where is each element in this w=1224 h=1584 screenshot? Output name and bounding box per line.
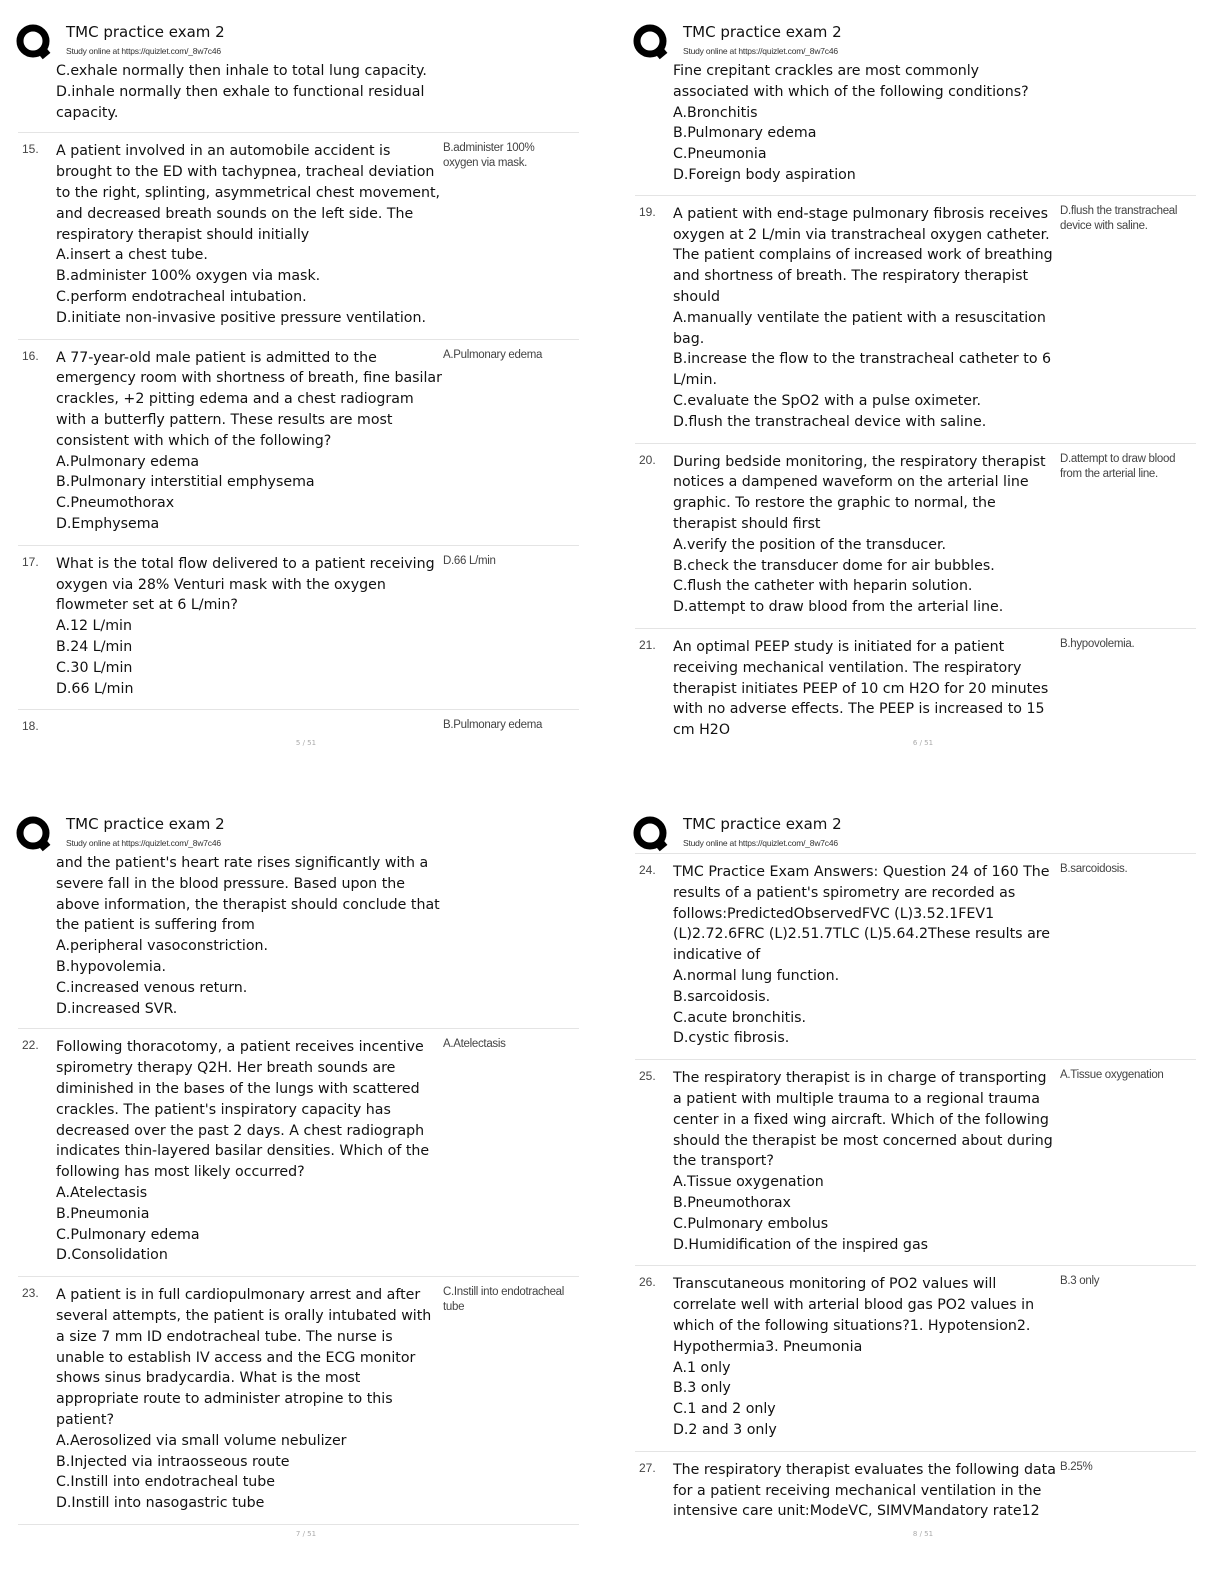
answer-text: B.3 only bbox=[1060, 1275, 1100, 1288]
option-c: C.acute bronchitis. bbox=[673, 1009, 807, 1026]
question-number: 22. bbox=[22, 1038, 39, 1053]
page-header bbox=[633, 20, 1193, 60]
option-d: D.Consolidation bbox=[56, 1247, 168, 1264]
question-block bbox=[18, 133, 579, 339]
continuation-text: C.exhale normally then inhale to total lung capacity. bbox=[56, 63, 427, 79]
page-3 bbox=[0, 792, 612, 1584]
page-content bbox=[617, 61, 1224, 751]
doc-title: TMC practice exam 2 bbox=[683, 815, 842, 833]
option-c: C.Pneumothorax bbox=[56, 495, 175, 512]
continuation-text: and the patient's heart rate rises significantly with a severe fall in the blood pressure. Based upon the above information, the therapist should conclude that the patient is suffering from bbox=[56, 855, 440, 934]
question-number: 20. bbox=[639, 452, 656, 467]
answer-text: B.sarcoidosis. bbox=[1060, 863, 1128, 875]
question-text: A patient is in full cardiopulmonary arrest and after several attempts, the patient is orally intubated with a size 7 mm ID endotracheal tube. The nurse is unable to establish IV access and the ECG monitor shows sinus bradycardia. What is the most appropriate route to administer atropine to this patient? bbox=[56, 1287, 432, 1428]
question-text: TMC Practice Exam Answers: Question 24 of 160 The results of a patient's spirometry are recorded as follows:PredictedObservedFVC (L)3.52.1FEV1 (L)2.72.6FRC (L)2.51.7TLC (L)5.64.2These results are indicative of bbox=[673, 864, 1051, 964]
question-number: 24. bbox=[639, 863, 656, 877]
option-a: A.1 only bbox=[673, 1359, 731, 1376]
page-number: 8 / 51 bbox=[912, 1530, 934, 1538]
question-block bbox=[18, 546, 579, 711]
doc-title: TMC practice exam 2 bbox=[66, 815, 225, 833]
option-a: A.Atelectasis bbox=[56, 1184, 148, 1201]
question-number: 19. bbox=[639, 204, 656, 219]
option-a: A.insert a chest tube. bbox=[56, 247, 208, 264]
page-content bbox=[0, 61, 612, 748]
option-d: D.increased SVR. bbox=[56, 1000, 178, 1017]
question-text: The respiratory therapist evaluates the following data for a patient receiving mechanical ventilation in the intensive care unit:ModeVC, SIMVMandatory rate12 bbox=[673, 1461, 1056, 1520]
option-d: D.2 and 3 only bbox=[673, 1421, 777, 1438]
page-4 bbox=[617, 792, 1224, 1584]
question-text: An optimal PEEP study is initiated for a patient receiving mechanical ventilation. The respiratory therapist initiates PEEP of 10 cm H2O for 20 minutes with no adverse effects. The PEEP is increased to 15 cm H2O bbox=[673, 638, 1049, 739]
option-c: C.Pneumonia bbox=[673, 146, 767, 163]
question-number: 23. bbox=[22, 1286, 39, 1301]
option-c: C.perform endotracheal intubation. bbox=[56, 288, 307, 305]
page-header bbox=[16, 20, 576, 60]
option-b: B.24 L/min bbox=[56, 638, 133, 655]
option-a: A.peripheral vasoconstriction. bbox=[56, 938, 269, 955]
question-block bbox=[635, 1266, 1196, 1451]
question-text: Transcutaneous monitoring of PO2 values will correlate well with arterial blood gas PO2 values in which of the following situations?1. Hypotension2. Hypothermia3. Pneumonia bbox=[673, 1276, 1035, 1355]
option-a: A.verify the position of the transducer. bbox=[673, 536, 947, 553]
option-d: D.attempt to draw blood from the arterial line. bbox=[673, 599, 1004, 616]
question-block bbox=[635, 196, 1196, 444]
quizlet-logo-icon bbox=[16, 24, 52, 60]
option-d: D.flush the transtracheal device with saline. bbox=[673, 413, 987, 430]
option-d: D.cystic fibrosis. bbox=[673, 1030, 790, 1047]
page-number: 5 / 51 bbox=[295, 739, 317, 747]
question-block bbox=[635, 1060, 1196, 1266]
doc-subtitle: Study online at https://quizlet.com/_8w7c46 bbox=[66, 838, 221, 848]
option-d: D.Foreign body aspiration bbox=[673, 166, 856, 183]
answer-text: B.hypovolemia. bbox=[1060, 637, 1135, 650]
option-a: A.Pulmonary edema bbox=[56, 453, 200, 470]
doc-subtitle: Study online at https://quizlet.com/_8w7c46 bbox=[683, 838, 838, 848]
question-number: 27. bbox=[639, 1460, 656, 1475]
option-a: A.Tissue oxygenation bbox=[673, 1174, 824, 1191]
question-block bbox=[635, 1452, 1196, 1532]
answer-text: A.Atelectasis bbox=[443, 1038, 506, 1051]
answer-text: D.flush the transtracheal device with saline. bbox=[1060, 204, 1178, 232]
option-a: A.manually ventilate the patient with a resuscitation bag. bbox=[673, 309, 1046, 347]
question-text: Following thoracotomy, a patient receives incentive spirometry therapy Q2H. Her breath sounds are diminished in the bases of the lungs with scattered crackles. The patient's inspiratory capacity has decreased over the past 2 days. A chest radiograph indicates thin-layered basilar densities. Which of the following has most likely occurred? bbox=[56, 1039, 430, 1181]
option-c: C.Instill into endotracheal tube bbox=[56, 1474, 276, 1491]
option-b: B.administer 100% oxygen via mask. bbox=[56, 268, 321, 285]
page-header bbox=[16, 812, 576, 852]
doc-title: TMC practice exam 2 bbox=[66, 23, 225, 41]
question-number: 17. bbox=[22, 554, 39, 569]
option-d: D.66 L/min bbox=[56, 680, 134, 697]
option-b: B.3 only bbox=[673, 1380, 731, 1397]
option-b: B.Pneumonia bbox=[56, 1205, 150, 1222]
question-number: 15. bbox=[22, 142, 39, 157]
question-number: 18. bbox=[22, 719, 39, 734]
continuation-block bbox=[18, 61, 579, 133]
option-c: C.evaluate the SpO2 with a pulse oximeter. bbox=[673, 392, 982, 409]
question-block bbox=[18, 340, 579, 546]
question-block bbox=[635, 444, 1196, 629]
quizlet-logo-icon bbox=[633, 24, 669, 60]
question-block bbox=[635, 629, 1196, 751]
continuation-block bbox=[18, 853, 579, 1029]
option-c: C.flush the catheter with heparin solution. bbox=[673, 578, 973, 595]
question-text: A patient involved in an automobile accident is brought to the ED with tachypnea, tracheal deviation to the right, splinting, asymmetrical chest movement, and decreased breath sounds on the left side. The respiratory therapist should initially bbox=[56, 143, 441, 243]
doc-subtitle: Study online at https://quizlet.com/_8w7c46 bbox=[683, 46, 838, 56]
option-b: B.hypovolemia. bbox=[56, 958, 167, 975]
question-text: A patient with end-stage pulmonary fibrosis receives oxygen at 2 L/min via transtracheal oxygen catheter. The patient complains of increased work of breathing and shortness of breath. The respiratory therapist should bbox=[673, 205, 1053, 305]
question-text: During bedside monitoring, the respiratory therapist notices a dampened waveform on the arterial line graphic. To restore the graphic to normal, the therapist should first bbox=[673, 453, 1046, 532]
question-number: 25. bbox=[639, 1069, 656, 1084]
answer-text: D.attempt to draw blood from the arterial line. bbox=[1060, 452, 1176, 480]
answer-text: C.Instill into endotracheal tube bbox=[443, 1286, 565, 1314]
option-b: B.increase the flow to the transtracheal catheter to 6 L/min. bbox=[673, 351, 1052, 389]
continuation-text: Fine crepitant crackles are most commonly associated with which of the following conditions? bbox=[673, 63, 1029, 100]
option-c: C.Pulmonary edema bbox=[56, 1226, 200, 1243]
doc-title: TMC practice exam 2 bbox=[683, 23, 842, 41]
answer-text: D.66 L/min bbox=[443, 554, 496, 567]
answer-text: A.Tissue oxygenation bbox=[1060, 1069, 1164, 1082]
doc-subtitle: Study online at https://quizlet.com/_8w7c46 bbox=[66, 46, 221, 56]
quizlet-logo-icon bbox=[633, 816, 669, 852]
page-1 bbox=[0, 0, 612, 792]
option-b: B.Pulmonary edema bbox=[673, 125, 817, 142]
answer-text: B.administer 100% oxygen via mask. bbox=[443, 142, 535, 170]
option-a: A.normal lung function. bbox=[673, 967, 840, 984]
answer-text: B.25% bbox=[1060, 1460, 1093, 1473]
option-d: D.Humidification of the inspired gas bbox=[673, 1236, 929, 1253]
option-c: C.1 and 2 only bbox=[673, 1401, 776, 1418]
option-d: D.Emphysema bbox=[56, 515, 160, 532]
page-number: 6 / 51 bbox=[912, 739, 934, 747]
option-b: B.Injected via intraosseous route bbox=[56, 1453, 290, 1470]
page-header bbox=[633, 812, 1193, 852]
option-c: C.30 L/min bbox=[56, 659, 133, 676]
question-text: What is the total flow delivered to a patient receiving oxygen via 28% Venturi mask with the oxygen flowmeter set at 6 L/min? bbox=[56, 555, 435, 614]
option-c: C.Pulmonary embolus bbox=[673, 1215, 829, 1232]
option-b: B.check the transducer dome for air bubbles. bbox=[673, 557, 995, 574]
page-content bbox=[0, 853, 612, 1525]
option-b: B.Pneumothorax bbox=[673, 1194, 791, 1211]
page-content bbox=[635, 853, 1196, 1532]
question-block bbox=[18, 1029, 579, 1277]
page-2 bbox=[617, 0, 1224, 792]
question-number: 16. bbox=[22, 348, 39, 363]
question-block bbox=[635, 854, 1196, 1060]
option-c: C.increased venous return. bbox=[56, 979, 248, 996]
quizlet-logo-icon bbox=[16, 816, 52, 852]
question-number: 21. bbox=[639, 637, 656, 652]
question-block bbox=[18, 1277, 579, 1525]
option-b: B.sarcoidosis. bbox=[673, 988, 771, 1005]
option-d: D.initiate non-invasive positive pressure ventilation. bbox=[56, 309, 426, 326]
question-number: 26. bbox=[639, 1275, 656, 1290]
option-b: B.Pulmonary interstitial emphysema bbox=[56, 474, 315, 491]
answer-text: B.Pulmonary edema bbox=[443, 719, 543, 732]
continuation-block bbox=[635, 61, 1196, 196]
option-a: A.Bronchitis bbox=[673, 104, 758, 121]
answer-text: A.Pulmonary edema bbox=[443, 348, 543, 361]
page-number: 7 / 51 bbox=[295, 1530, 317, 1538]
option-a: A.Aerosolized via small volume nebulizer bbox=[56, 1432, 347, 1449]
continuation-text: D.inhale normally then exhale to functional residual capacity. bbox=[56, 83, 425, 121]
option-d: D.Instill into nasogastric tube bbox=[56, 1495, 265, 1512]
option-a: A.12 L/min bbox=[56, 618, 132, 635]
question-text: A 77-year-old male patient is admitted to the emergency room with shortness of breath, fine basilar crackles, +2 pitting edema and a chest radiogram with a butterfly pattern. These results are most consistent with which of the following? bbox=[56, 349, 442, 449]
question-text: The respiratory therapist is in charge of transporting a patient with multiple trauma to a regional trauma center in a fixed wing aircraft. Which of the following should the therapist be most concerned about during the transport? bbox=[673, 1070, 1053, 1170]
